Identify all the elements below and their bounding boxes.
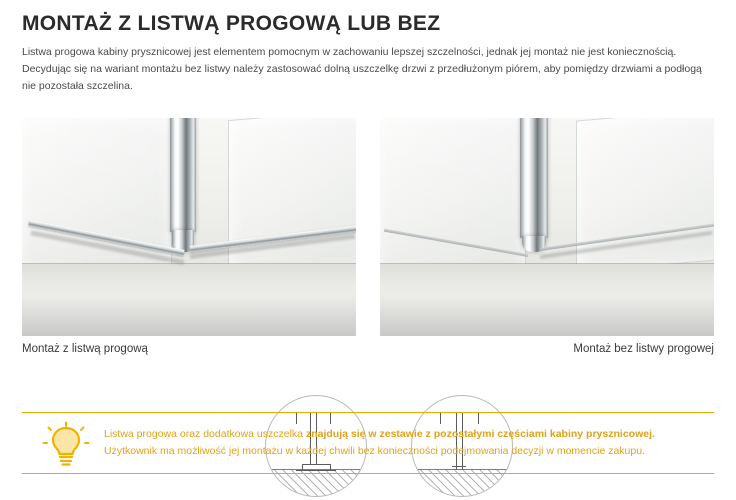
note-line-2: Użytkownik ma możliwość jej montażu w każdej chwili bez konieczności podejmowania decyzji w momencie zakupu. bbox=[104, 445, 645, 457]
caption-without-threshold: Montaż bez listwy progowej bbox=[573, 343, 714, 355]
intro-paragraph: Listwa progowa kabiny prysznicowej jest elementem pomocnym w zachowaniu lepszej szczelności, jednak jej montaż nie jest koniecznością. Decydując się na wariant montażu bez listwy należy zastosować dolną uszczelkę drzwi z przedłużonym piórem, aby pomiędzy drzwiami a podłogą nie pozostała szczelina. bbox=[22, 46, 702, 92]
caption-with-threshold: Montaż z listwą progową bbox=[22, 343, 148, 355]
floor-shading bbox=[380, 296, 714, 336]
glass-panel-side bbox=[228, 118, 356, 282]
floor-wall-join bbox=[22, 263, 356, 264]
intro-text bbox=[22, 44, 716, 95]
note-line-1 bbox=[104, 426, 704, 443]
vertical-profile bbox=[520, 118, 548, 238]
info-note bbox=[22, 412, 714, 474]
floor-shading bbox=[22, 296, 356, 336]
note-line-1-prefix: Listwa progowa oraz dodatkowa uszczelka bbox=[104, 428, 306, 440]
panel-with-threshold bbox=[22, 118, 356, 336]
floor-wall-join bbox=[380, 263, 714, 264]
lightbulb-icon bbox=[42, 421, 90, 469]
panel-without-threshold bbox=[380, 118, 714, 336]
vertical-profile bbox=[170, 118, 196, 232]
illustration-panels bbox=[22, 118, 714, 336]
page-title: MONTAŻ Z LISTWĄ PROGOWĄ LUB BEZ bbox=[22, 12, 441, 35]
note-text bbox=[104, 426, 704, 460]
note-line-1-strong: znajdują się w zestawie z pozostałymi częściami kabiny prysznicowej. bbox=[305, 428, 655, 440]
